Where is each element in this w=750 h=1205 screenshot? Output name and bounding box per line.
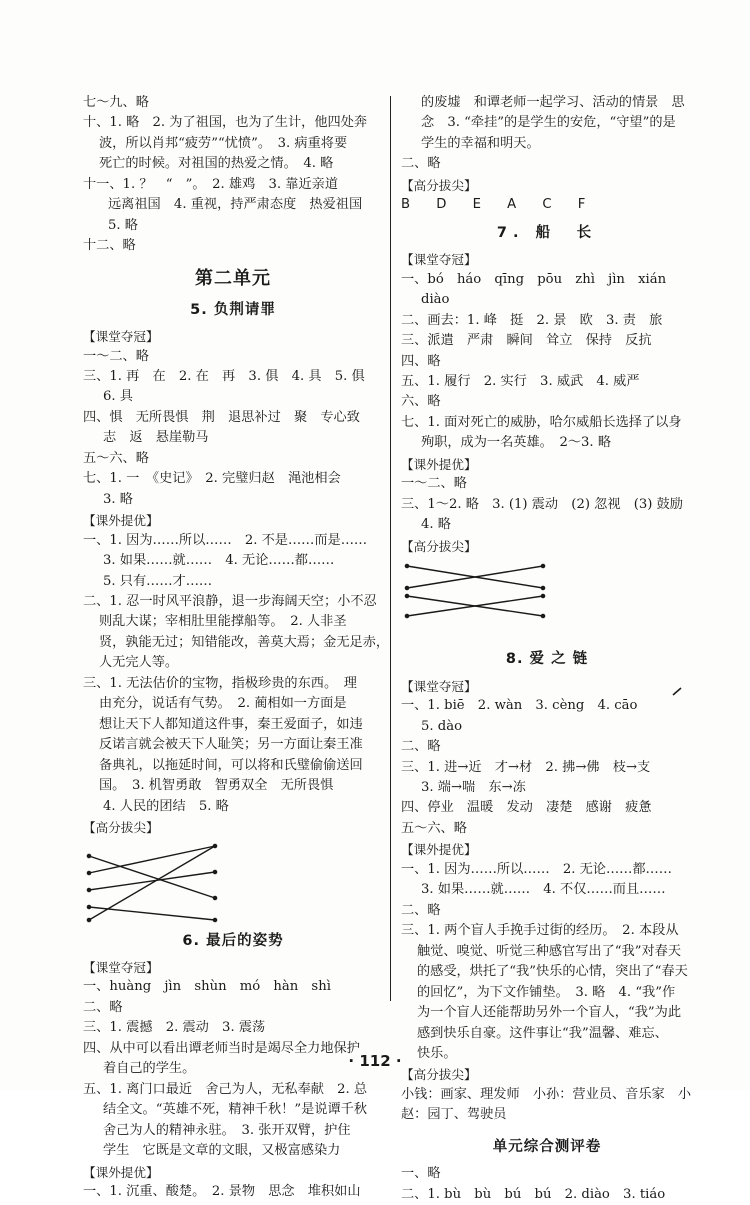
answer-line: 志 返 悬崖勒马	[103, 430, 209, 446]
unit-title: 第二单元	[195, 267, 271, 289]
answer-line: 三、1. 无法估价的宝物，指极珍贵的东西。 理	[83, 675, 357, 691]
lesson-title: 5. 负荆请罪	[190, 301, 276, 318]
answer-line: 三、1. 进→近 才→材 2. 拂→佛 枝→支	[401, 759, 651, 775]
answer-line: diào	[421, 292, 450, 308]
section-heading: 【高分拔尖】	[401, 177, 477, 193]
answer-line: 反诺言就会被天下人耻笑；另一方面让秦王准	[99, 737, 363, 753]
answer-line: 国。 3. 机智勇敢 智勇双全 无所畏惧	[99, 778, 334, 794]
answer-line: 备典礼，以拖延时间，可以将和氏璧偷偷送回	[99, 757, 363, 773]
answer-line: 学生的幸福和明天。	[421, 135, 540, 151]
answer-line: 6. 具	[103, 389, 133, 405]
section-heading: 【课外提优】	[401, 842, 477, 858]
answer-line: 三、1～2. 略 3. (1) 震动 (2) 忽视 (3) 鼓励	[401, 496, 683, 512]
answer-line: 一、bó háo qīng pōu zhì jìn xián	[401, 271, 667, 287]
answer-line: 赵：园丁、驾驶员	[401, 1107, 507, 1123]
answer-line: 七、1. 面对死亡的威胁，哈尔威船长选择了以身	[401, 414, 682, 430]
answer-line: 二、1. bù bù bú bú 2. diào 3. tiáo	[401, 1186, 666, 1202]
answer-line: 远离祖国 4. 重视，持严肃态度 热爱祖国	[108, 197, 363, 213]
answer-line: 十二、略	[83, 238, 136, 254]
answer-line: 5. 略	[108, 217, 138, 233]
section-heading: 【课堂夺冠】	[83, 959, 159, 975]
answer-line: 四、从中可以看出谭老师当时是竭尽全力地保护	[83, 1040, 360, 1056]
answer-line: 贤，孰能无过；知错能改，善莫大焉；金无足赤，	[99, 634, 390, 650]
left-column	[83, 93, 390, 1203]
answer-line: 四、略	[401, 353, 441, 369]
right-column	[401, 93, 693, 1205]
answer-line: 3. 如果……就…… 4. 不仅……而且……	[421, 882, 666, 898]
answer-line: 殉职，成为一名英雄。 2～3. 略	[421, 435, 612, 451]
answer-line: 学生 它既是文章的文眼，又极富感染力	[103, 1143, 341, 1159]
answer-line: 五、1. 履行 2. 实行 3. 威武 4. 威严	[401, 374, 640, 390]
answer-line: 一、huàng jìn shùn mó hàn shì	[83, 979, 331, 995]
answer-line: 七～九、略	[83, 95, 149, 110]
page-number: · 112 ·	[348, 1052, 402, 1070]
section-heading: 【高分拔尖】	[401, 538, 477, 554]
answer-line: 念 3. “牵挂”的是学生的安危，“守望”的是	[421, 115, 676, 131]
answer-line: 5. dào	[421, 718, 463, 734]
answer-line: 5. 只有……才……	[103, 573, 213, 589]
answer-line: 二、略	[401, 739, 441, 755]
pen-mark	[672, 686, 682, 696]
answer-line: 波，所以肖邦“疲劳”“忧愤”。 3. 病重将要	[99, 135, 348, 151]
answer-line: 十、1. 略 2. 为了祖国，也为了生计，他四处奔	[83, 115, 368, 131]
answer-line: 三、派遣 严肃 瞬间 耸立 保持 反抗	[401, 333, 652, 349]
answer-line: 的感受，烘托了“我”快乐的心情，突出了“春天	[417, 964, 688, 980]
section-heading: 【课堂夺冠】	[401, 678, 477, 694]
answer-line: 触觉、嗅觉、听觉三种感官写出了“我”对春天	[417, 943, 682, 959]
answer-line: 的回忆”，为下文作铺垫。 3. 略 4. “我”作	[417, 984, 676, 1000]
answer-line: 五～六、略	[401, 820, 467, 836]
answer-line: 三、1. 再 在 2. 在 再 3. 俱 4. 具 5. 俱	[83, 368, 365, 384]
answer-line: 三、1. 震撼 2. 震动 3. 震荡	[83, 1020, 266, 1036]
answer-line: 舍己为人的精神永驻。 3. 张开双臂，护住	[103, 1122, 351, 1138]
section-heading: 【课外提优】	[83, 513, 159, 529]
answer-line: 小钱：画家、理发师 小孙：营业员、音乐家 小	[401, 1086, 692, 1102]
answer-line: 4. 人民的团结 5. 略	[103, 798, 229, 814]
section-heading: 【高分拔尖】	[83, 819, 159, 835]
answer-line: 人无完人等。	[99, 655, 179, 671]
answer-line: 3. 略	[103, 491, 133, 507]
answer-line: 五～六、略	[83, 450, 149, 466]
answer-line: 感到快乐自豪。这件事让“我”温馨、难忘、	[417, 1025, 668, 1041]
answer-line: 为一个盲人还能帮助另外一个盲人，“我”为此	[417, 1005, 682, 1021]
answer-line: 3. 如果……就…… 4. 无论……都……	[103, 553, 335, 569]
section-heading: 【课堂夺冠】	[83, 328, 159, 344]
answer-line: 死亡的时候。对祖国的热爱之情。 4. 略	[99, 156, 334, 172]
answer-line: 着自己的学生。	[103, 1061, 196, 1077]
answer-line: 十一、1. ？ “ ”。 2. 雄鸡 3. 靠近亲道	[83, 176, 339, 192]
lesson-title: 7. 船 长	[496, 224, 598, 241]
answer-line: 3. 端→喘 东→冻	[421, 780, 526, 796]
answer-line: 快乐。	[417, 1045, 457, 1061]
answer-line: 一～二、略	[83, 348, 149, 364]
answer-line: 由充分，说话有气势。 2. 蔺相如一方面是	[99, 696, 347, 712]
answer-line: 二、1. 忍一时风平浪静，退一步海阔天空；小不忍	[83, 594, 377, 609]
lesson-title: 8. 爱 之 链	[505, 651, 589, 668]
answer-line: 4. 略	[421, 517, 451, 533]
answer-line: 四、惧 无所畏惧 荆 退思补过 聚 专心致	[83, 409, 360, 425]
answer-line: 一～二、略	[401, 476, 467, 492]
column-divider	[390, 96, 391, 1001]
answer-line: 想让天下人都知道这件事，秦王爱面子，如违	[99, 716, 363, 732]
section-heading: 【课外提优】	[83, 1164, 159, 1180]
answer-line: 则乱大谋；宰相肚里能撑船等。 2. 人非圣	[99, 614, 347, 630]
lesson-title: 6. 最后的姿势	[182, 932, 284, 949]
section-heading: 【课堂夺冠】	[401, 252, 477, 268]
section-heading: 【高分拔尖】	[401, 1067, 477, 1083]
answer-line: 四、停业 温暖 发动 凄楚 感谢 疲惫	[401, 800, 652, 816]
answer-line: 六、略	[401, 394, 441, 410]
answer-line: 二、略	[83, 999, 123, 1015]
answer-line: 一、1. 因为……所以…… 2. 无论……都……	[401, 861, 672, 877]
section-heading: 【课外提优】	[401, 456, 477, 472]
letter-sequence-answer: B D E A C F	[401, 197, 597, 213]
answer-line: 一、1. 因为……所以…… 2. 不是……而是……	[83, 532, 368, 548]
answer-line: 五、1. 离门口最近 舍己为人，无私奉献 2. 总	[83, 1081, 368, 1097]
answer-line: 七、1. 一 《史记》 2. 完璧归赵 渑池相会	[83, 471, 341, 487]
matching-lines-diagram	[85, 840, 225, 924]
answer-line: 的废墟 和谭老师一起学习、活动的情景 思	[421, 95, 685, 110]
answer-line: 二、略	[401, 156, 441, 172]
test-title: 单元综合测评卷	[492, 1138, 602, 1155]
matching-lines-diagram	[403, 558, 553, 624]
answer-line: 一、1. biē 2. wàn 3. cèng 4. cāo	[401, 698, 638, 714]
answer-line: 三、1. 两个盲人手挽手过街的经历。 2. 本段从	[401, 923, 679, 939]
answer-line: 二、略	[401, 902, 441, 918]
answer-line: 一、略	[401, 1166, 441, 1182]
answer-line: 二、画去：1. 峰 挺 2. 景 欧 3. 责 旅	[401, 312, 663, 328]
answer-line: 结全文。“英雄不死，精神千秋！”是说谭千秋	[103, 1102, 368, 1118]
answer-line: 一、1. 沉重、酸楚。 2. 景物 思念 堆积如山	[83, 1184, 361, 1200]
